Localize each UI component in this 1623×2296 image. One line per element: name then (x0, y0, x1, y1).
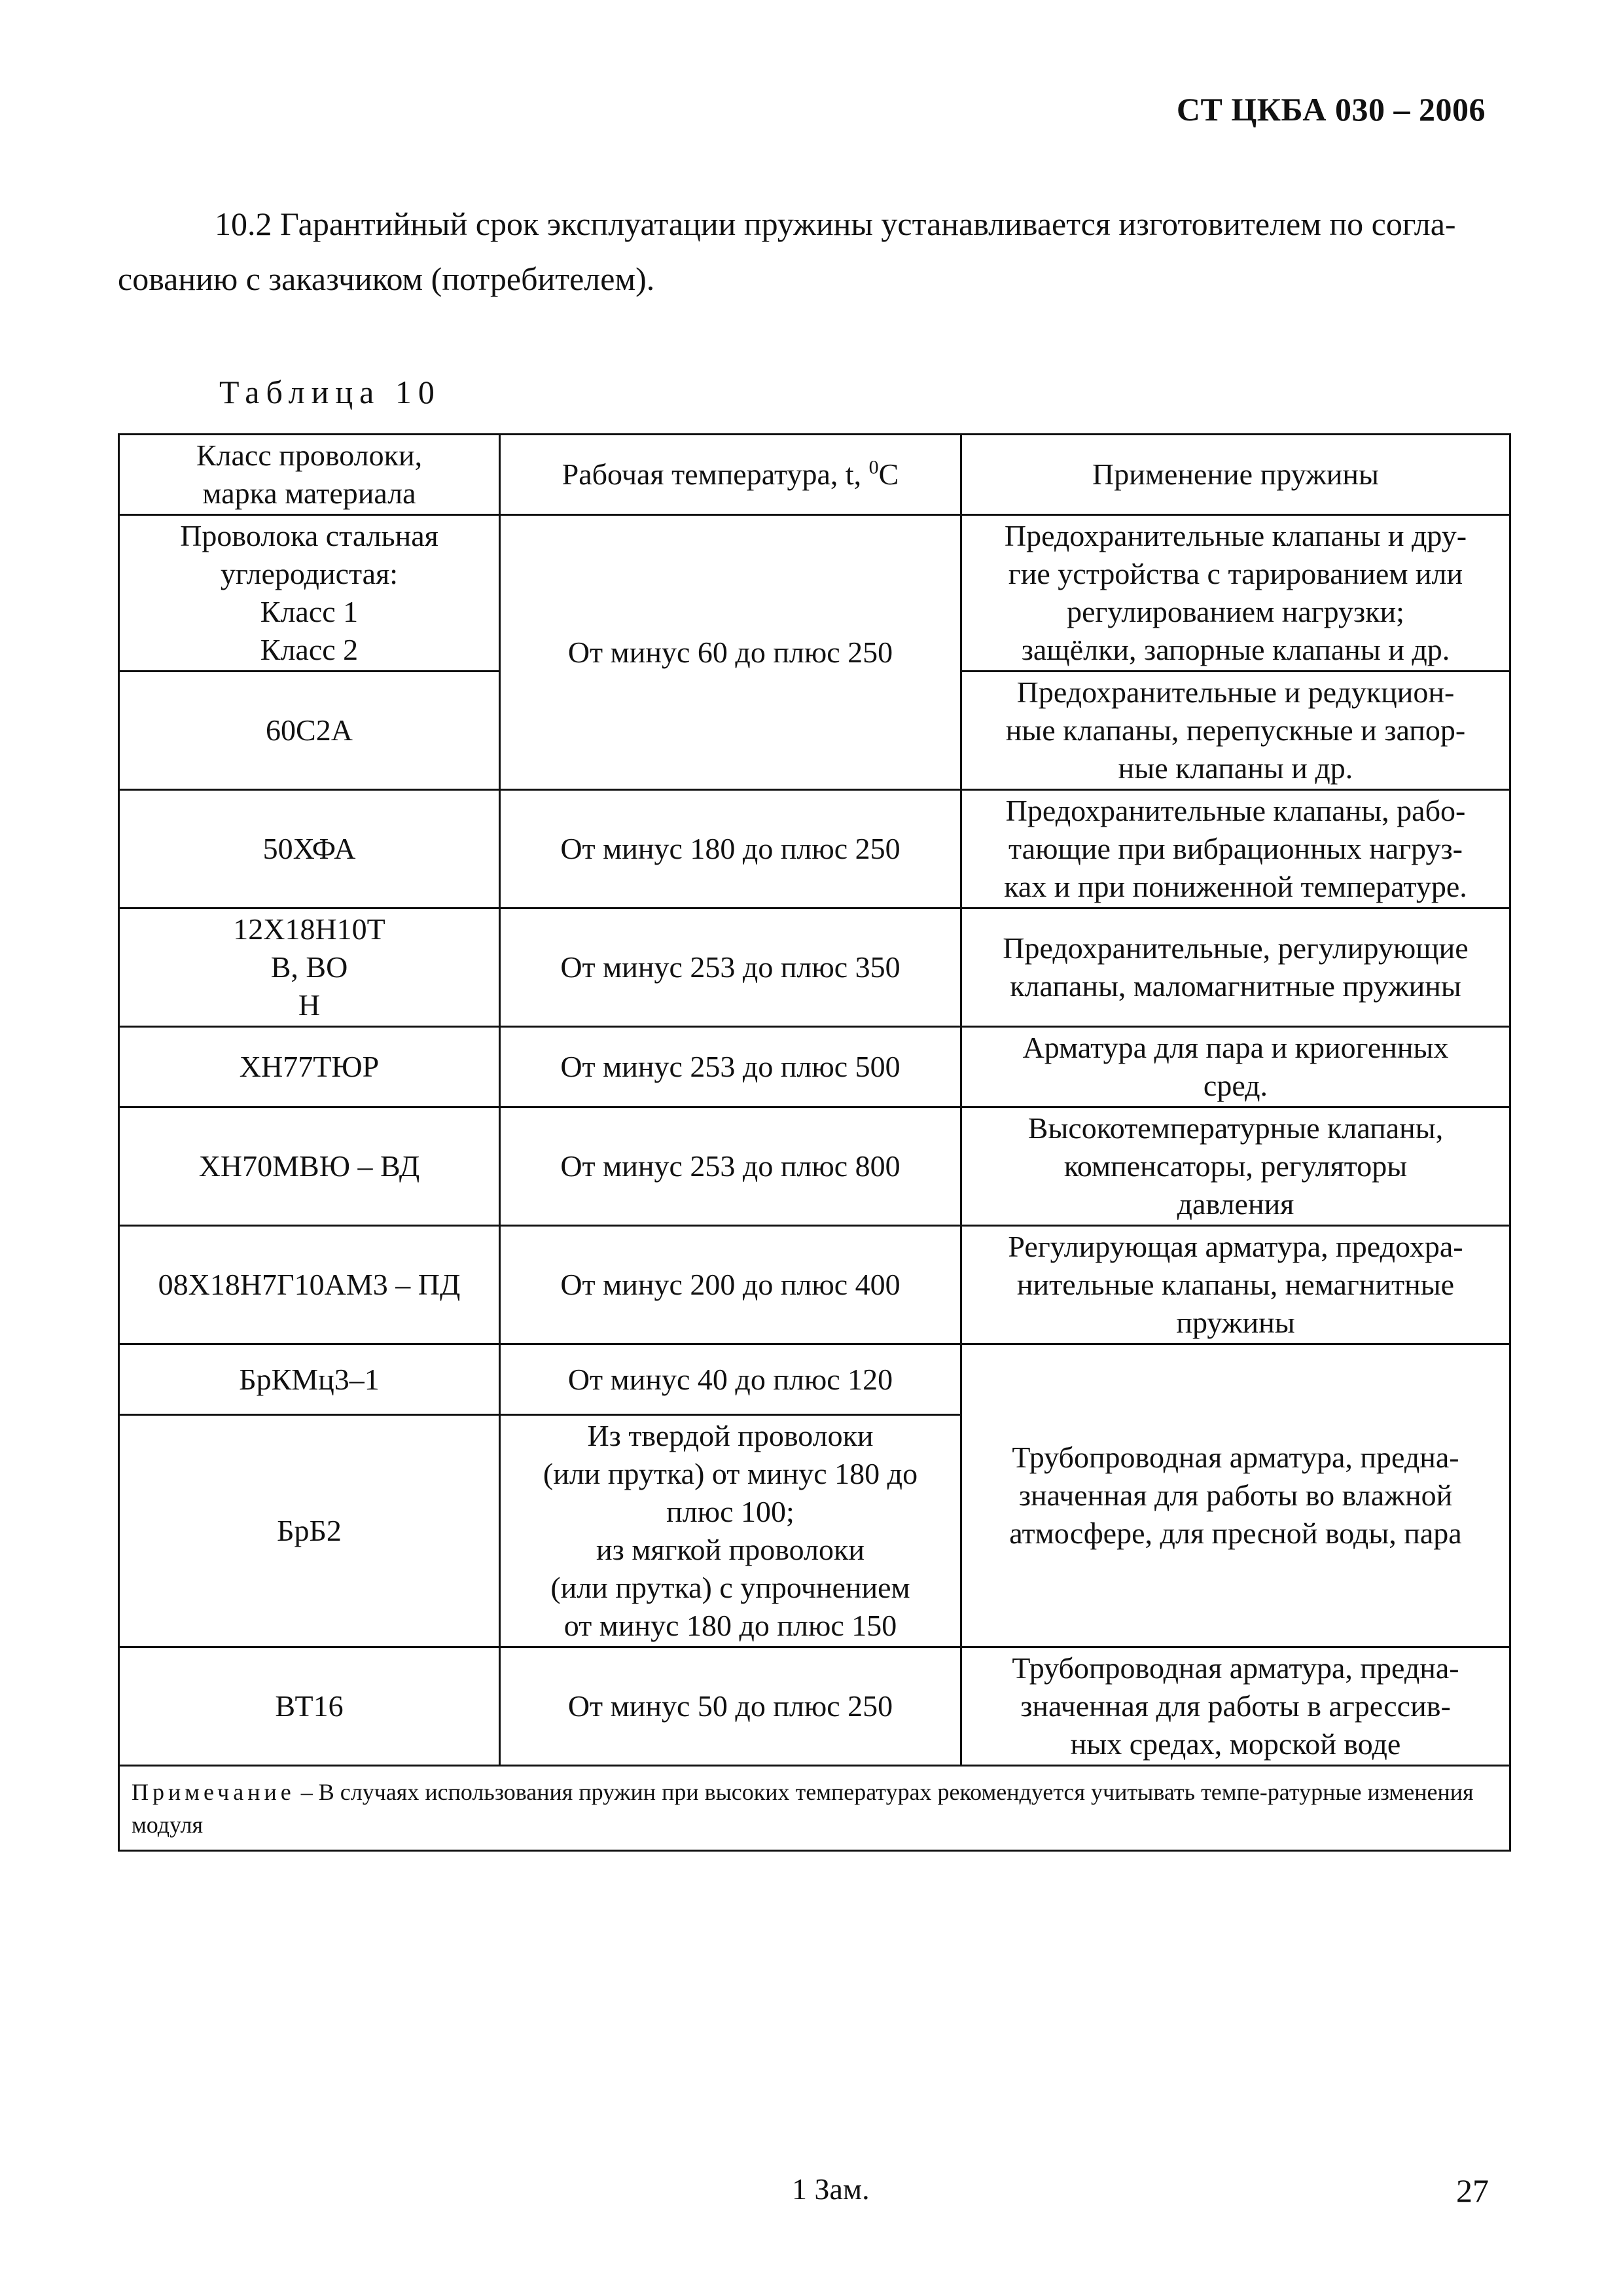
note-label: Примечание (132, 1778, 295, 1805)
temperature-cell: От минус 180 до плюс 250 (500, 790, 961, 908)
table-note-row (119, 1766, 1510, 1851)
table-row (119, 1647, 1510, 1766)
header-application: Применение пружины (961, 435, 1510, 515)
material-cell: ВТ16 (119, 1647, 500, 1766)
note-text: – В случаях использования пружин при высоких температурах рекомендуется учитывать темпе-ратурные изменения модуля (132, 1778, 1474, 1838)
table-row (119, 1226, 1510, 1344)
header-material: Класс проволоки, марка материала (119, 435, 500, 515)
temperature-cell: От минус 50 до плюс 250 (500, 1647, 961, 1766)
material-cell: Проволока стальная углеродистая: Класс 1 Класс 2 (119, 515, 500, 672)
application-cell: Арматура для пара и криогенных сред. (961, 1027, 1510, 1107)
change-mark: 1 Зам. (792, 2172, 870, 2206)
material-cell: БрКМц3–1 (119, 1344, 500, 1415)
spring-materials-table (118, 433, 1511, 1852)
temperature-cell: От минус 253 до плюс 800 (500, 1107, 961, 1226)
temperature-cell: Из твердой проволоки (или прутка) от минус 180 до плюс 100; из мягкой проволоки (или прутка) с упрочнением от минус 180 до плюс 150 (500, 1415, 961, 1647)
material-cell: 12Х18Н10Т В, ВО Н (119, 908, 500, 1027)
application-cell: Предохранительные клапаны и дру- гие устройства с тарированием или регулированием нагрузки; защёлки, запорные клапаны и др. (961, 515, 1510, 672)
table-caption: Таблица 10 (219, 374, 441, 410)
paragraph-10-2 (118, 196, 1499, 306)
application-cell: Предохранительные и редукцион- ные клапаны, перепускные и запор- ные клапаны и др. (961, 672, 1510, 790)
application-cell: Трубопроводная арматура, предна- значенная для работы в агрессив- ных средах, морской воде (961, 1647, 1510, 1766)
temperature-cell: От минус 200 до плюс 400 (500, 1226, 961, 1344)
temperature-cell: От минус 253 до плюс 350 (500, 908, 961, 1027)
table-row (119, 1344, 1510, 1415)
table-row (119, 908, 1510, 1027)
table-header-row (119, 435, 1510, 515)
table-note (119, 1766, 1510, 1851)
material-cell: 50ХФА (119, 790, 500, 908)
material-cell: 60С2А (119, 672, 500, 790)
table-row (119, 1107, 1510, 1226)
material-cell: 08Х18Н7Г10АМ3 – ПД (119, 1226, 500, 1344)
temperature-cell: От минус 253 до плюс 500 (500, 1027, 961, 1107)
application-cell: Высокотемпературные клапаны, компенсаторы, регуляторы давления (961, 1107, 1510, 1226)
application-cell: Предохранительные, регулирующие клапаны, маломагнитные пружины (961, 908, 1510, 1027)
document-code: СТ ЦКБА 030 – 2006 (1176, 91, 1486, 128)
paragraph-text: 10.2 Гарантийный срок эксплуатации пружины устанавливается изготовителем по согла-сованию с заказчиком (потребителем). (118, 206, 1456, 297)
page-number: 27 (1456, 2172, 1489, 2209)
table-row (119, 515, 1510, 672)
application-cell: Трубопроводная арматура, предна- значенная для работы во влажной атмосфере, для пресной воды, пара (961, 1344, 1510, 1647)
material-cell: БрБ2 (119, 1415, 500, 1647)
temperature-cell: От минус 60 до плюс 250 (500, 515, 961, 790)
application-cell: Предохранительные клапаны, рабо- тающие при вибрационных нагруз- ках и при пониженной температуре. (961, 790, 1510, 908)
material-cell: ХН77ТЮР (119, 1027, 500, 1107)
table-row (119, 790, 1510, 908)
application-cell: Регулирующая арматура, предохра- нительные клапаны, немагнитные пружины (961, 1226, 1510, 1344)
header-temperature: Рабочая температура, t, $^0$С (500, 435, 961, 515)
temperature-cell: От минус 40 до плюс 120 (500, 1344, 961, 1415)
table-row (119, 1027, 1510, 1107)
material-cell: ХН70МВЮ – ВД (119, 1107, 500, 1226)
